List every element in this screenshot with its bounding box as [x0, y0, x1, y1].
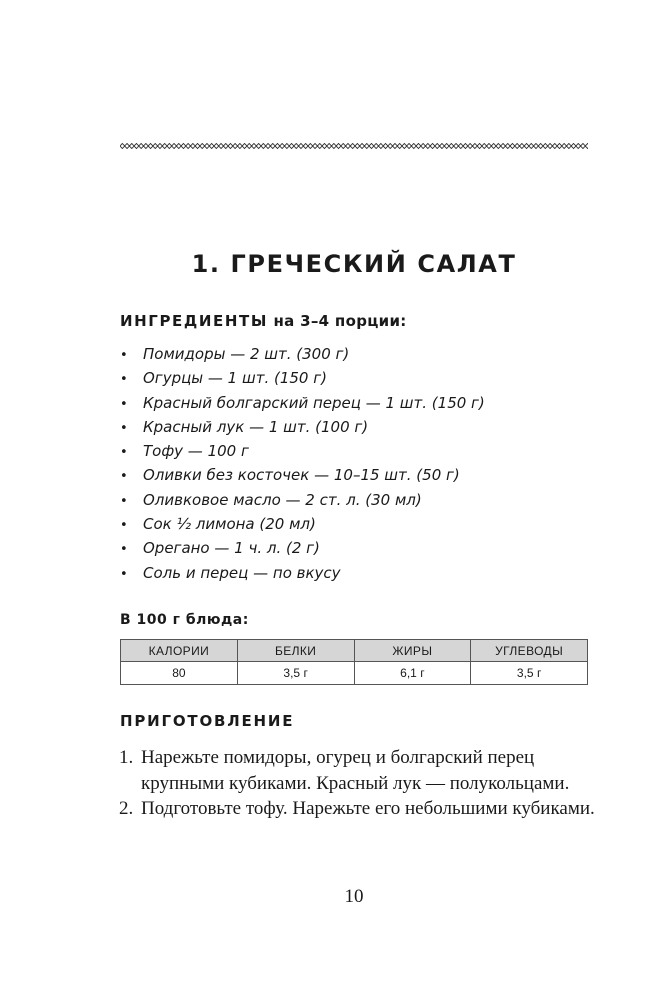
- ingredient-item: [120, 415, 600, 439]
- nutrition-heading: В 100 г блюда:: [120, 612, 249, 628]
- preparation-heading: ПРИГОТОВЛЕНИЕ: [120, 712, 295, 730]
- preparation-step: [119, 745, 599, 796]
- ingredient-item: [120, 439, 600, 463]
- nutrition-header-protein: БЕЛКИ: [237, 640, 354, 662]
- ingredient-item: [120, 536, 600, 560]
- page-number: 10: [344, 886, 364, 907]
- bullet-icon: •: [120, 518, 128, 534]
- ingredient-text: Оливковое масло — 2 ст. л. (30 мл): [143, 490, 422, 509]
- nutrition-value-carbs: 3,5 г: [471, 662, 588, 685]
- ingredient-item: [120, 561, 600, 585]
- ornamental-divider: [120, 141, 588, 151]
- bullet-icon: •: [120, 469, 128, 485]
- nutrition-value-row: [121, 662, 588, 685]
- step-number: 1.: [119, 747, 134, 768]
- ingredient-text: Огурцы — 1 шт. (150 г): [143, 369, 327, 388]
- ingredient-item: [120, 391, 600, 415]
- step-number: 2.: [119, 798, 134, 819]
- ingredient-item: [120, 463, 600, 487]
- ingredients-heading-caps: ИНГРЕДИЕНТЫ: [120, 312, 268, 330]
- preparation-step: [119, 796, 599, 822]
- ingredient-item: [120, 488, 600, 512]
- ingredient-text: Оливки без косточек — 10–15 шт. (50 г): [143, 466, 460, 485]
- ingredient-item: [120, 366, 600, 390]
- preparation-steps: [119, 745, 599, 822]
- recipe-title: 1. ГРЕЧЕСКИЙ САЛАТ: [191, 250, 517, 278]
- bullet-icon: •: [120, 396, 128, 412]
- bullet-icon: •: [120, 566, 128, 582]
- nutrition-value-calories: 80: [121, 662, 238, 685]
- ingredient-text: Помидоры — 2 шт. (300 г): [143, 345, 350, 363]
- bullet-icon: •: [120, 348, 128, 363]
- nutrition-value-fat: 6,1 г: [354, 662, 471, 685]
- nutrition-header-calories: КАЛОРИИ: [121, 640, 238, 662]
- ingredients-heading-servings: на 3–4 порции:: [268, 312, 407, 330]
- bullet-icon: •: [120, 445, 128, 461]
- bullet-icon: •: [120, 542, 128, 558]
- ingredient-text: Красный болгарский перец — 1 шт. (150 г): [143, 393, 485, 412]
- ingredients-heading: [120, 312, 407, 330]
- step-text: Подготовьте тофу. Нарежьте его небольшими кубиками.: [141, 798, 595, 819]
- nutrition-value-protein: 3,5 г: [237, 662, 354, 685]
- ingredient-text: Сок ½ лимона (20 мл): [143, 515, 316, 534]
- bullet-icon: •: [120, 372, 128, 388]
- ingredient-text: Соль и перец — по вкусу: [143, 563, 341, 582]
- step-text: Нарежьте помидоры, огурец и болгарский перец крупными кубиками. Красный лук — полукольцами.: [141, 747, 570, 794]
- nutrition-header-carbs: УГЛЕВОДЫ: [471, 640, 588, 662]
- ingredients-list: [120, 342, 600, 585]
- ingredient-item: [120, 512, 600, 536]
- ingredient-text: Орегано — 1 ч. л. (2 г): [143, 539, 320, 558]
- ingredient-text: Тофу — 100 г: [143, 442, 249, 461]
- nutrition-table: [120, 639, 588, 685]
- bullet-icon: •: [120, 420, 128, 436]
- ingredient-item: [120, 342, 600, 366]
- bullet-icon: •: [120, 493, 128, 509]
- nutrition-header-row: [121, 640, 588, 662]
- nutrition-header-fat: ЖИРЫ: [354, 640, 471, 662]
- ingredient-text: Красный лук — 1 шт. (100 г): [143, 417, 369, 436]
